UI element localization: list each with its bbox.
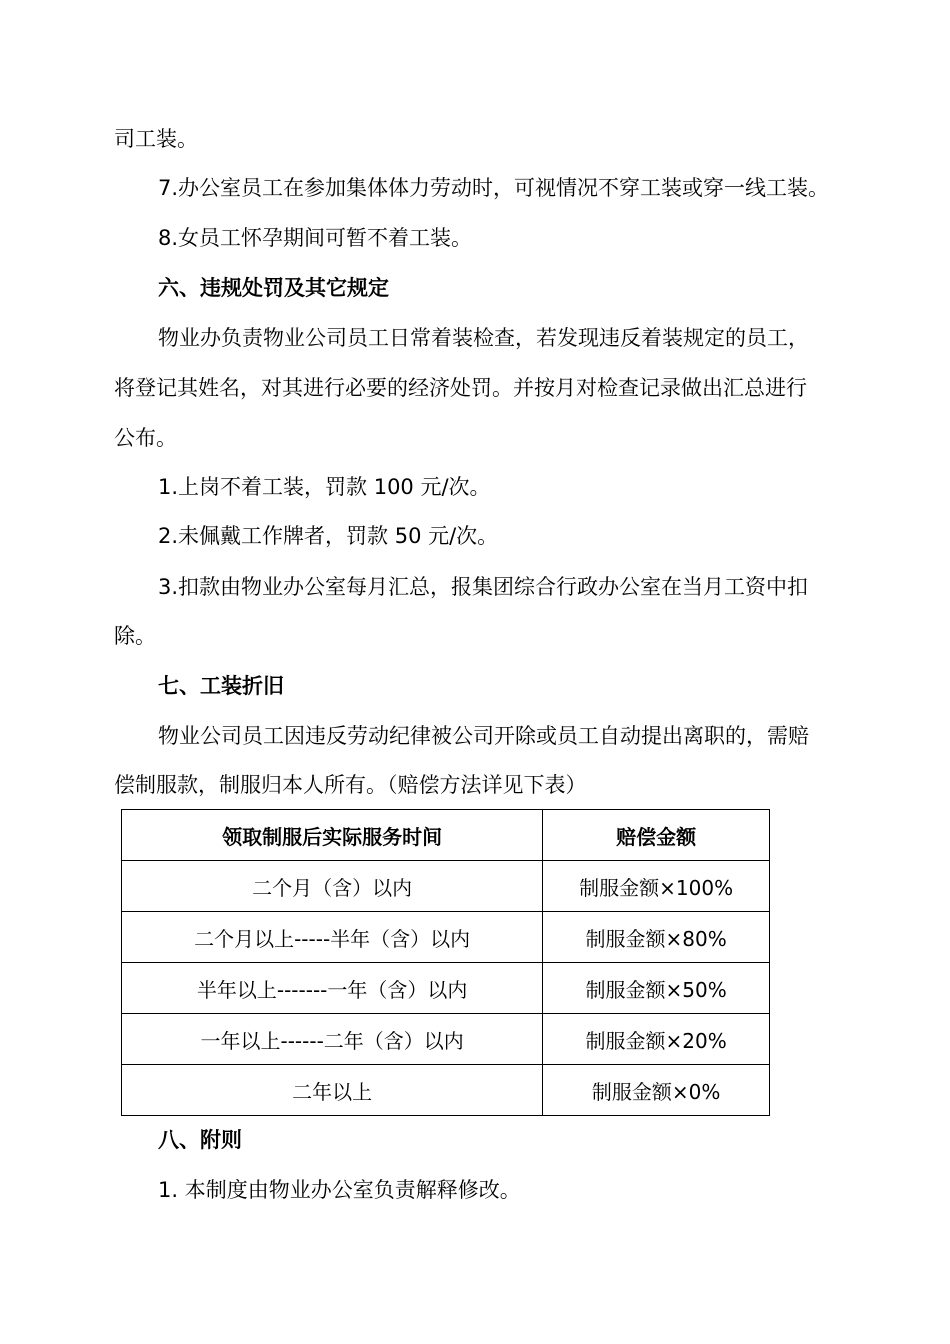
text-line: 除。 — [114, 624, 156, 648]
text-line: 司工装。 — [114, 127, 198, 151]
text-line: 偿制服款，制服归本人所有。（赔偿方法详见下表） — [114, 773, 587, 797]
text-line: 物业办负责物业公司员工日常着装检查，若发现违反着装规定的员工， — [158, 326, 809, 350]
table-row — [122, 912, 770, 963]
text-line: 7.办公室员工在参加集体体力劳动时，可视情况不穿工装或穿一线工装。 — [158, 176, 830, 200]
table-cell: 半年以上-------一年（含）以内 — [122, 963, 543, 1014]
text-line: 8.女员工怀孕期间可暂不着工装。 — [158, 226, 473, 250]
text-line: 公布。 — [114, 426, 177, 450]
list-item: 3.扣款由物业办公室每月汇总，报集团综合行政办公室在当月工资中扣 — [158, 575, 809, 599]
section-heading: 八、附则 — [158, 1128, 242, 1152]
table-cell: 二年以上 — [122, 1065, 543, 1116]
table-cell: 制服金额×20% — [543, 1014, 770, 1065]
text-line: 物业公司员工因违反劳动纪律被公司开除或员工自动提出离职的，需赔 — [158, 724, 809, 748]
table-header-cell: 领取制服后实际服务时间 — [122, 810, 543, 861]
compensation-table — [121, 809, 770, 1116]
table-cell: 二个月以上-----半年（含）以内 — [122, 912, 543, 963]
table-row — [122, 1065, 770, 1116]
table-cell: 一年以上------二年（含）以内 — [122, 1014, 543, 1065]
table-row — [122, 861, 770, 912]
list-item: 1.上岗不着工装，罚款 100 元/次。 — [158, 475, 491, 499]
section-heading: 六、违规处罚及其它规定 — [158, 276, 389, 300]
table-header-cell: 赔偿金额 — [543, 810, 770, 861]
table-cell: 制服金额×0% — [543, 1065, 770, 1116]
section-heading: 七、工装折旧 — [158, 674, 284, 698]
table-row — [122, 1014, 770, 1065]
table-row — [122, 963, 770, 1014]
table-cell: 二个月（含）以内 — [122, 861, 543, 912]
table-cell: 制服金额×80% — [543, 912, 770, 963]
table-cell: 制服金额×50% — [543, 963, 770, 1014]
table-cell: 制服金额×100% — [543, 861, 770, 912]
list-item: 1. 本制度由物业办公室负责解释修改。 — [158, 1178, 521, 1202]
table-header-row — [122, 810, 770, 861]
text-line: 将登记其姓名，对其进行必要的经济处罚。并按月对检查记录做出汇总进行 — [114, 376, 807, 400]
list-item: 2.未佩戴工作牌者，罚款 50 元/次。 — [158, 524, 499, 548]
